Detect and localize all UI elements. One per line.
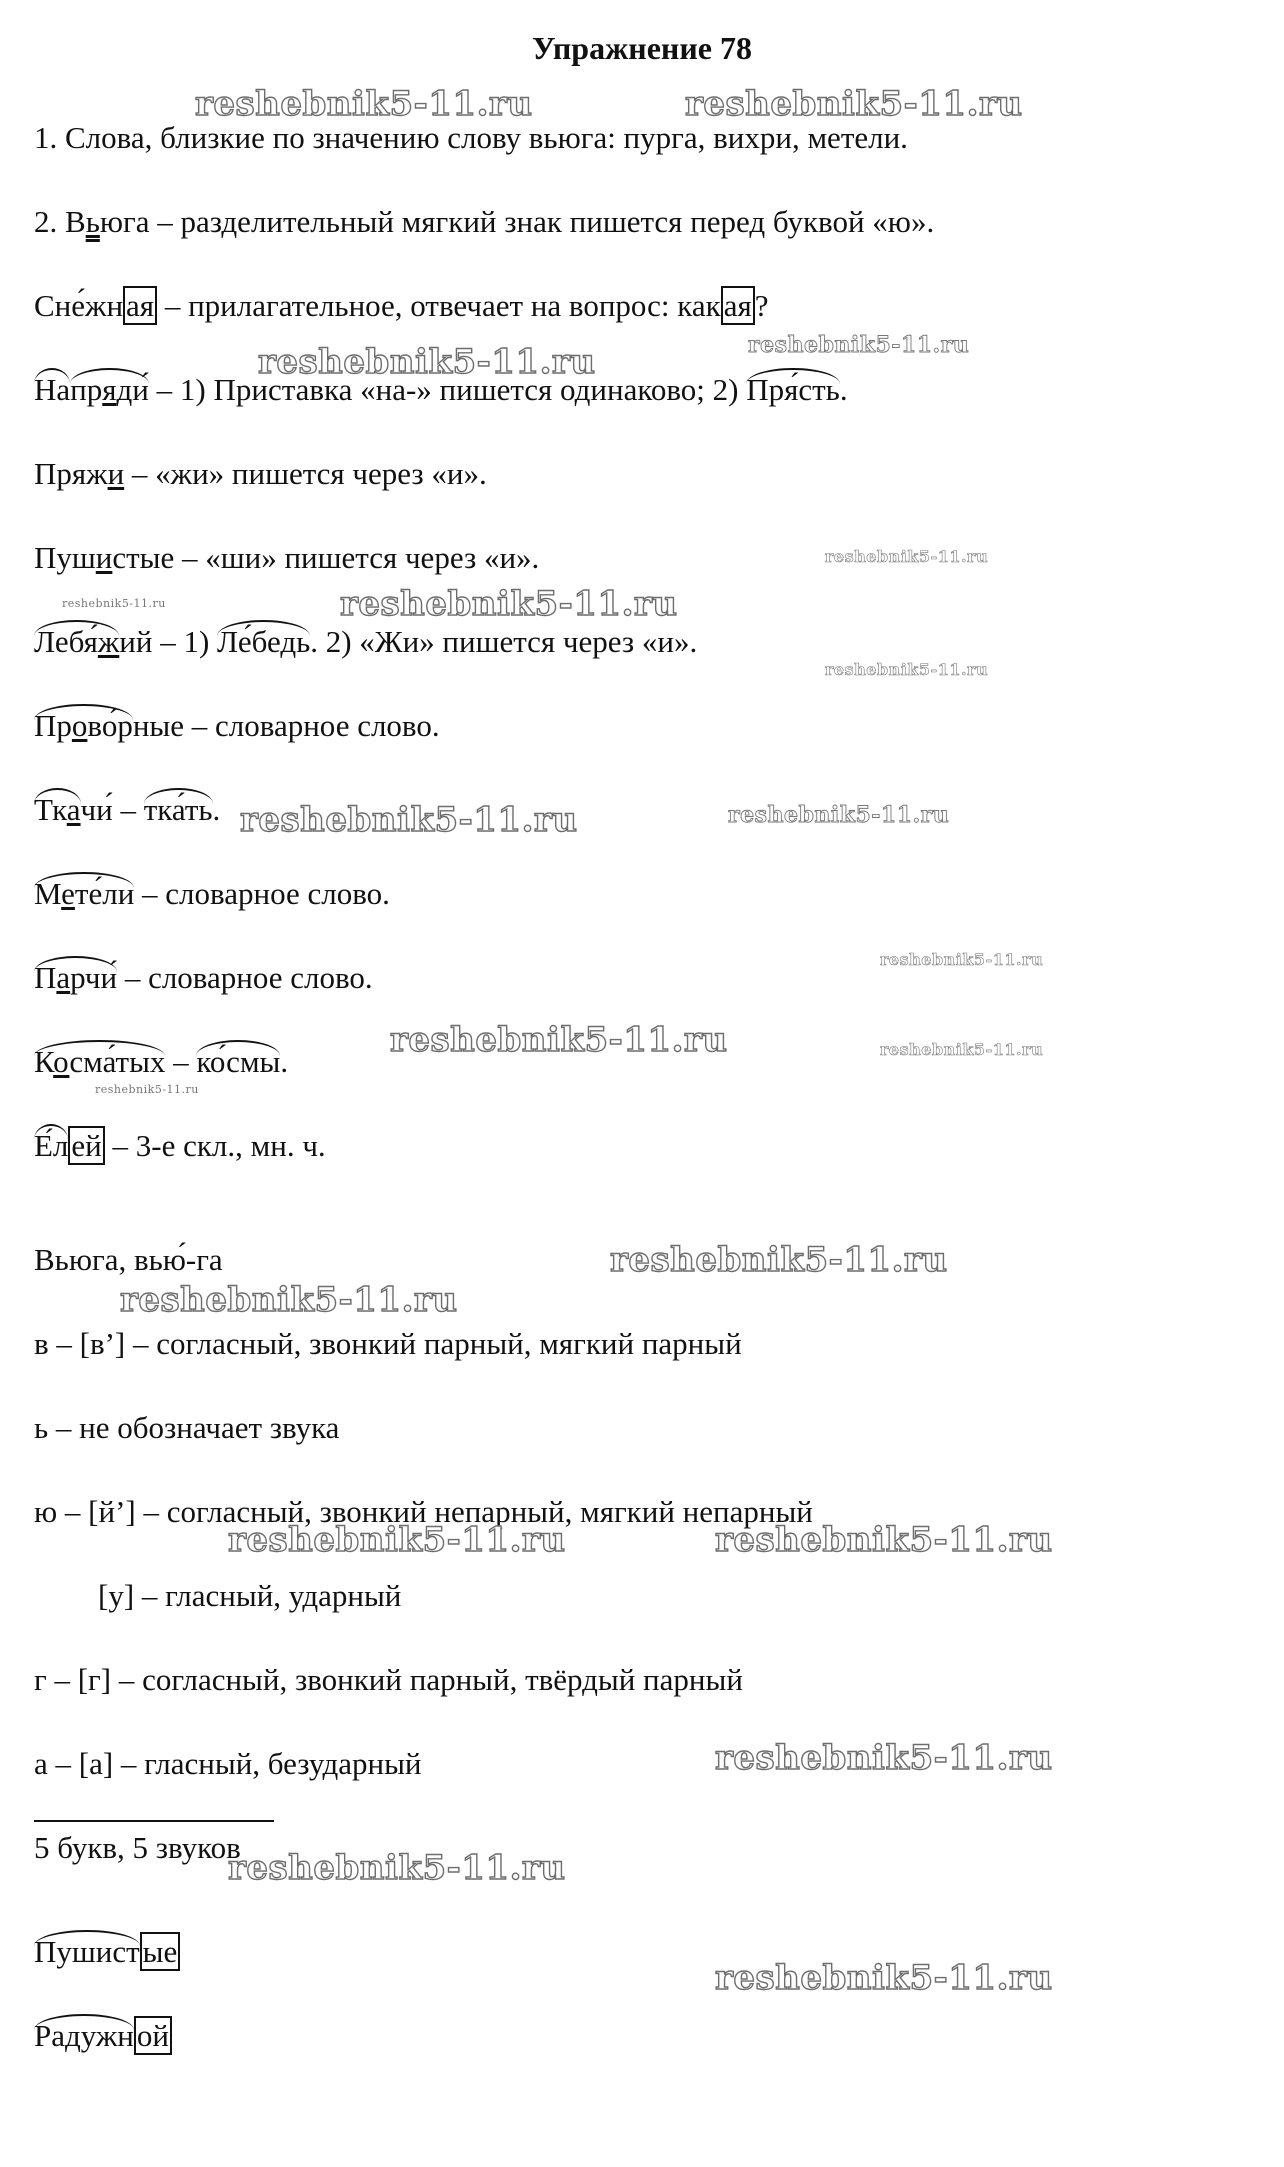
text-part: юга – разделительный мягкий знак пишется перед буквой «ю». <box>99 204 935 239</box>
line-lebyazhiy <box>34 622 697 662</box>
text-part: – словарное слово. <box>117 960 373 995</box>
text-part: – «жи» пишется через «и». <box>124 456 487 491</box>
watermark: reshebnik5-11.ru <box>228 1848 566 1888</box>
underlined-letter: ж <box>97 624 120 659</box>
root-mark: Ле́бедь <box>217 622 310 662</box>
exercise-title: Упражнение 78 <box>531 30 752 66</box>
watermark: reshebnik5-11.ru <box>748 332 970 358</box>
text-part: пр <box>70 372 103 407</box>
text-part: стые – «ши» пишется через «и». <box>112 540 540 575</box>
watermark: reshebnik5-11.ru <box>240 800 578 840</box>
line-kosmatykh <box>34 1042 288 1082</box>
text-part: ди́ <box>116 372 149 407</box>
watermark: reshebnik5-11.ru <box>825 660 989 679</box>
underlined-letter: о <box>53 1044 70 1079</box>
text-part: чи́ <box>80 792 113 827</box>
root-mark <box>34 706 133 746</box>
line-meteli <box>34 874 390 914</box>
text-part: Пуш <box>34 540 96 575</box>
root-mark: тка́ть <box>144 790 213 830</box>
underlined-letter: а <box>56 960 71 995</box>
watermark: reshebnik5-11.ru <box>610 1240 948 1280</box>
line-parchi <box>34 958 373 998</box>
line-eley <box>34 1126 326 1166</box>
watermark: reshebnik5-11.ru <box>715 1738 1053 1778</box>
line-vyuga-syllables: Вьюга, вью́-га <box>34 1242 223 1277</box>
text-part: – <box>112 792 144 827</box>
line-sound-a: а – [а] – гласный, безударный <box>34 1746 422 1781</box>
underlined-letter: и <box>107 456 125 491</box>
text-part: П <box>34 960 57 995</box>
text-part: сма́тых <box>69 1044 166 1079</box>
text-part: ий <box>119 624 153 659</box>
watermark: reshebnik5-11.ru <box>95 1083 199 1096</box>
root-mark: Радужн <box>34 2016 134 2056</box>
line-sound-g: г – [г] – согласный, звонкий парный, твёрдый парный <box>34 1662 743 1697</box>
divider-line <box>34 1820 274 1822</box>
text-part: Тк <box>34 792 67 827</box>
text-part: . <box>839 372 848 407</box>
text-part: . <box>212 792 221 827</box>
watermark: reshebnik5-11.ru <box>195 84 533 124</box>
line-snezhnaya <box>34 286 769 326</box>
watermark: reshebnik5-11.ru <box>728 802 950 828</box>
watermark: reshebnik5-11.ru <box>258 342 596 382</box>
line-pushistye <box>34 538 539 578</box>
watermark: reshebnik5-11.ru <box>715 1520 1053 1560</box>
text-part: рчи́ <box>70 960 118 995</box>
watermark: reshebnik5-11.ru <box>715 1958 1053 1998</box>
text-part: – словарное слово. <box>134 876 390 911</box>
root-mark <box>34 1932 140 1972</box>
line-tkachi <box>34 790 220 830</box>
text-part: Ле <box>34 624 69 659</box>
text-part: Пр <box>34 708 72 743</box>
prefix-mark: На <box>34 370 70 410</box>
ending-box: ой <box>134 2016 172 2055</box>
underlined-letter: я <box>102 372 117 407</box>
root-mark: Е́л <box>34 1126 68 1166</box>
text-part: . 2) «Жи» пишется через «и». <box>310 624 698 659</box>
root-mark <box>70 370 149 410</box>
line-synonyms: 1. Слова, близкие по значению слову вьюга: пурга, вихри, метели. <box>34 120 908 155</box>
ending-box: ая <box>721 286 755 325</box>
text-part: – <box>165 1044 197 1079</box>
underlined-letter: и <box>95 540 113 575</box>
ending-box: ые <box>140 1932 181 1971</box>
root-mark <box>34 790 81 830</box>
root-mark: ко́смы <box>196 1042 280 1082</box>
text-part: 2. В <box>34 204 86 239</box>
text-part: М <box>34 876 62 911</box>
line-provornye <box>34 706 440 746</box>
line-pryazhi <box>34 454 487 494</box>
line-vyuga-soft-sign <box>34 202 934 242</box>
watermark: reshebnik5-11.ru <box>825 547 989 566</box>
text-part: – 1) Приставка «на-» пишется одинаково; 2) <box>148 372 747 407</box>
text-part: – прилагательное, отвечает на вопрос: как <box>157 288 721 323</box>
root-mark <box>34 622 119 662</box>
line-sound-yu-j: ю – [й’] – согласный, звонкий непарный, мягкий непарный <box>34 1494 813 1529</box>
word-stem: Сне́жн <box>34 288 124 323</box>
ending-box: ей <box>68 1126 104 1165</box>
watermark: reshebnik5-11.ru <box>880 950 1044 969</box>
text-part: те́ли <box>74 876 135 911</box>
text-part: Пряж <box>34 456 108 491</box>
underlined-letter: а <box>66 792 81 827</box>
watermark: reshebnik5-11.ru <box>228 1520 566 1560</box>
text-part: . <box>280 1044 289 1079</box>
line-sound-soft-sign: ь – не обозначает звука <box>34 1410 340 1445</box>
watermark: reshebnik5-11.ru <box>340 584 678 624</box>
line-sound-yu-u: [у] – гласный, ударный <box>98 1578 402 1613</box>
text-part: ные – словарное слово. <box>132 708 440 743</box>
ending-box: ая <box>123 286 157 325</box>
line-pushistye-ending <box>34 1932 180 1972</box>
watermark: reshebnik5-11.ru <box>685 84 1023 124</box>
underlined-letter: о <box>71 708 88 743</box>
line-letter-count: 5 букв, 5 звуков <box>34 1830 241 1865</box>
line-sound-v: в – [в’] – согласный, звонкий парный, мягкий парный <box>34 1326 742 1361</box>
watermark: reshebnik5-11.ru <box>62 597 166 610</box>
text-part: – 1) <box>152 624 218 659</box>
watermark: reshebnik5-11.ru <box>120 1280 458 1320</box>
text-part: К <box>34 1044 54 1079</box>
underlined-letter: е <box>61 876 75 911</box>
root-mark <box>34 1042 165 1082</box>
root-mark: Пря́сть <box>746 370 840 410</box>
watermark: reshebnik5-11.ru <box>390 1020 728 1060</box>
root-mark <box>34 874 134 914</box>
text-part: Пушист <box>34 1934 140 1969</box>
watermark: reshebnik5-11.ru <box>880 1040 1044 1059</box>
text-part: во́р <box>87 708 133 743</box>
root-mark <box>34 958 117 998</box>
text-part: – 3-е скл., мн. ч. <box>104 1128 326 1163</box>
text-part: бя́ <box>68 624 98 659</box>
line-raduzhnoy-ending <box>34 2016 172 2056</box>
underlined-letter: ь <box>85 204 100 239</box>
text-part: ? <box>754 288 769 323</box>
